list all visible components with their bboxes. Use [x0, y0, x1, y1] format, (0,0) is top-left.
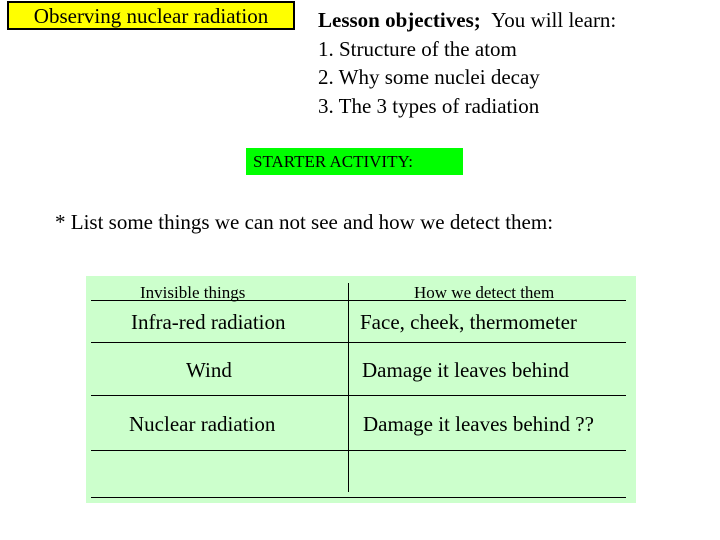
- lesson-objectives: [318, 6, 718, 120]
- objectives-heading-rest: You will learn:: [491, 8, 617, 32]
- objective-item-3: 3. The 3 types of radiation: [318, 93, 540, 118]
- table-header-how-detect: How we detect them: [414, 283, 555, 302]
- table-cell-thing: Wind: [186, 358, 232, 382]
- table-row-rule: [91, 342, 626, 343]
- table-row-rule: [91, 497, 626, 498]
- table-row-rule: [91, 450, 626, 451]
- starter-activity-label: STARTER ACTIVITY:: [253, 152, 413, 171]
- table-cell-thing: Nuclear radiation: [129, 412, 276, 436]
- table-cell-detection: Damage it leaves behind: [362, 358, 570, 382]
- detection-table: [86, 276, 636, 503]
- objective-item-1: 1. Structure of the atom: [318, 36, 517, 61]
- slide-title: Observing nuclear radiation: [33, 4, 269, 28]
- table-cell-thing: Infra-red radiation: [131, 310, 286, 334]
- table-header-invisible-things: Invisible things: [140, 283, 246, 302]
- table-cell-detection: Damage it leaves behind ??: [363, 412, 594, 436]
- table-column-divider: [348, 283, 349, 492]
- activity-prompt: * List some things we can not see and how we detect them:: [55, 210, 554, 234]
- objectives-heading: [318, 6, 718, 35]
- table-cell-detection: Face, cheek, thermometer: [360, 310, 577, 334]
- starter-activity-box: [246, 148, 463, 175]
- objectives-heading-bold: Lesson objectives;: [318, 8, 481, 32]
- objective-item-2: 2. Why some nuclei decay: [318, 65, 540, 89]
- slide-title-box: [7, 1, 295, 30]
- table-row-rule: [91, 395, 626, 396]
